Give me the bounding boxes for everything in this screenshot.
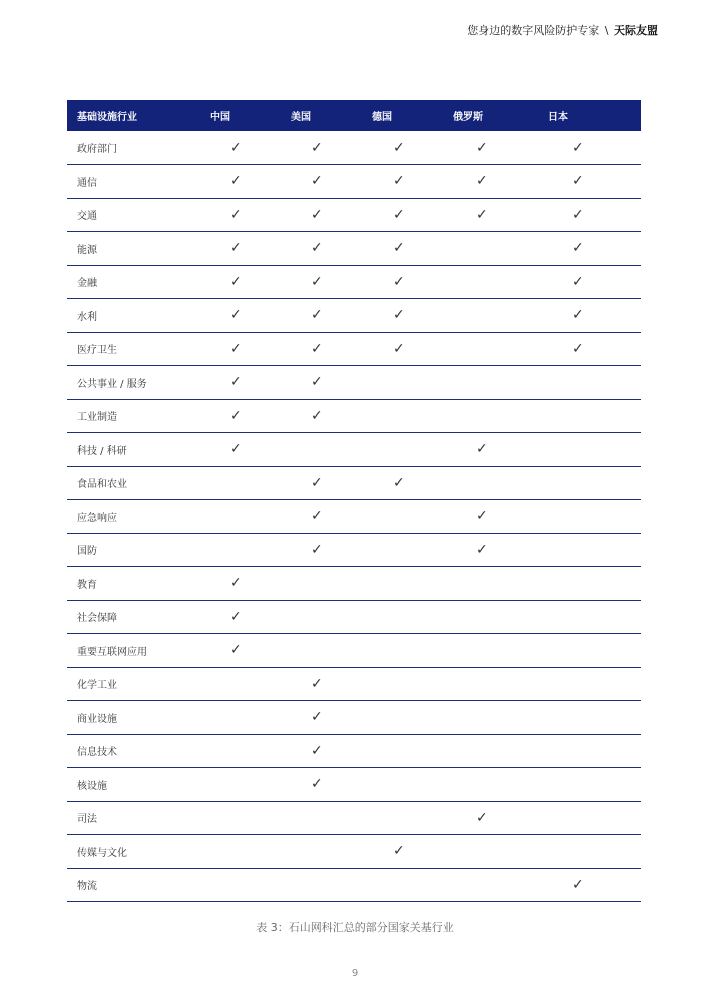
table-row <box>67 634 641 668</box>
checkmark-icon: ✓ <box>311 340 323 357</box>
checkmark-icon: ✓ <box>311 240 323 257</box>
table-row <box>67 734 641 768</box>
checkmark-icon: ✓ <box>230 307 242 324</box>
industry-cell: 物流 <box>67 868 210 902</box>
mark-cell <box>291 466 372 500</box>
mark-cell <box>210 768 291 802</box>
checkmark-icon: ✓ <box>230 642 242 659</box>
mark-cell <box>210 868 291 902</box>
checkmark-icon: ✓ <box>572 173 584 190</box>
mark-cell <box>372 701 453 735</box>
mark-cell <box>372 634 453 668</box>
industry-cell: 教育 <box>67 567 210 601</box>
table-row <box>67 433 641 467</box>
mark-cell <box>210 634 291 668</box>
mark-cell <box>291 600 372 634</box>
mark-cell <box>372 265 453 299</box>
mark-cell <box>453 567 548 601</box>
column-header-country: 德国 <box>372 100 453 131</box>
table-row <box>67 131 641 165</box>
mark-cell <box>548 265 641 299</box>
mark-cell <box>453 634 548 668</box>
checkmark-icon: ✓ <box>230 139 242 156</box>
mark-cell <box>453 399 548 433</box>
mark-cell <box>453 835 548 869</box>
mark-cell <box>548 567 641 601</box>
checkmark-icon: ✓ <box>393 240 405 257</box>
checkmark-icon: ✓ <box>393 474 405 491</box>
mark-cell <box>291 198 372 232</box>
mark-cell <box>372 198 453 232</box>
mark-cell <box>453 801 548 835</box>
mark-cell <box>548 366 641 400</box>
mark-cell <box>372 835 453 869</box>
mark-cell <box>548 600 641 634</box>
industry-cell: 科技 / 科研 <box>67 433 210 467</box>
table-row <box>67 466 641 500</box>
checkmark-icon: ✓ <box>230 206 242 223</box>
mark-cell <box>291 399 372 433</box>
mark-cell <box>291 332 372 366</box>
mark-cell <box>291 131 372 165</box>
mark-cell <box>372 165 453 199</box>
mark-cell <box>548 533 641 567</box>
mark-cell <box>372 567 453 601</box>
mark-cell <box>453 768 548 802</box>
industry-cell: 核设施 <box>67 768 210 802</box>
table-row <box>67 801 641 835</box>
industry-cell: 传媒与文化 <box>67 835 210 869</box>
mark-cell <box>453 131 548 165</box>
checkmark-icon: ✓ <box>311 474 323 491</box>
checkmark-icon: ✓ <box>311 407 323 424</box>
mark-cell <box>453 433 548 467</box>
mark-cell <box>372 366 453 400</box>
checkmark-icon: ✓ <box>476 206 488 223</box>
table-row <box>67 366 641 400</box>
mark-cell <box>548 667 641 701</box>
checkmark-icon: ✓ <box>572 206 584 223</box>
mark-cell <box>372 299 453 333</box>
industry-cell: 食品和农业 <box>67 466 210 500</box>
mark-cell <box>372 466 453 500</box>
industry-cell: 信息技术 <box>67 734 210 768</box>
column-header-country: 中国 <box>210 100 291 131</box>
table-row <box>67 835 641 869</box>
checkmark-icon: ✓ <box>476 139 488 156</box>
checkmark-icon: ✓ <box>311 776 323 793</box>
mark-cell <box>453 466 548 500</box>
table-row <box>67 299 641 333</box>
mark-cell <box>291 701 372 735</box>
mark-cell <box>210 500 291 534</box>
checkmark-icon: ✓ <box>393 340 405 357</box>
checkmark-icon: ✓ <box>311 374 323 391</box>
mark-cell <box>210 131 291 165</box>
mark-cell <box>210 399 291 433</box>
checkmark-icon: ✓ <box>311 675 323 692</box>
mark-cell <box>291 868 372 902</box>
mark-cell <box>453 701 548 735</box>
checkmark-icon: ✓ <box>572 876 584 893</box>
mark-cell <box>372 433 453 467</box>
mark-cell <box>548 299 641 333</box>
industry-cell: 重要互联网应用 <box>67 634 210 668</box>
table-row <box>67 667 641 701</box>
checkmark-icon: ✓ <box>311 173 323 190</box>
mark-cell <box>210 533 291 567</box>
table-row <box>67 600 641 634</box>
mark-cell <box>453 366 548 400</box>
mark-cell <box>548 165 641 199</box>
checkmark-icon: ✓ <box>476 541 488 558</box>
mark-cell <box>372 533 453 567</box>
checkmark-icon: ✓ <box>311 709 323 726</box>
mark-cell <box>372 868 453 902</box>
mark-cell <box>453 165 548 199</box>
industry-cell: 水利 <box>67 299 210 333</box>
table-row <box>67 399 641 433</box>
industry-cell: 医疗卫生 <box>67 332 210 366</box>
checkmark-icon: ✓ <box>476 809 488 826</box>
mark-cell <box>548 332 641 366</box>
mark-cell <box>372 131 453 165</box>
checkmark-icon: ✓ <box>311 541 323 558</box>
checkmark-icon: ✓ <box>393 307 405 324</box>
mark-cell <box>372 768 453 802</box>
mark-cell <box>210 466 291 500</box>
mark-cell <box>548 835 641 869</box>
mark-cell <box>453 868 548 902</box>
mark-cell <box>291 768 372 802</box>
mark-cell <box>291 299 372 333</box>
column-header-country: 俄罗斯 <box>453 100 548 131</box>
mark-cell <box>372 399 453 433</box>
mark-cell <box>453 667 548 701</box>
mark-cell <box>548 198 641 232</box>
mark-cell <box>291 634 372 668</box>
industry-cell: 社会保障 <box>67 600 210 634</box>
checkmark-icon: ✓ <box>230 441 242 458</box>
mark-cell <box>548 131 641 165</box>
mark-cell <box>210 265 291 299</box>
checkmark-icon: ✓ <box>572 273 584 290</box>
page-header <box>467 22 658 38</box>
table-caption: 表 3：石山网科汇总的部分国家关基行业 <box>256 921 454 934</box>
mark-cell <box>548 500 641 534</box>
mark-cell <box>548 801 641 835</box>
table-row <box>67 533 641 567</box>
checkmark-icon: ✓ <box>230 173 242 190</box>
mark-cell <box>291 265 372 299</box>
mark-cell <box>372 332 453 366</box>
mark-cell <box>548 399 641 433</box>
table-row <box>67 165 641 199</box>
mark-cell <box>548 634 641 668</box>
column-header-industry: 基础设施行业 <box>67 100 210 131</box>
mark-cell <box>453 198 548 232</box>
mark-cell <box>291 165 372 199</box>
table-header <box>67 100 641 131</box>
mark-cell <box>453 600 548 634</box>
mark-cell <box>372 232 453 266</box>
table-body <box>67 131 641 902</box>
table-row <box>67 232 641 266</box>
table-row <box>67 567 641 601</box>
mark-cell <box>372 734 453 768</box>
mark-cell <box>210 801 291 835</box>
mark-cell <box>548 466 641 500</box>
table-header-row <box>67 100 641 131</box>
mark-cell <box>291 433 372 467</box>
checkmark-icon: ✓ <box>393 273 405 290</box>
table-row <box>67 701 641 735</box>
checkmark-icon: ✓ <box>311 139 323 156</box>
mark-cell <box>291 366 372 400</box>
mark-cell <box>453 232 548 266</box>
checkmark-icon: ✓ <box>393 843 405 860</box>
checkmark-icon: ✓ <box>476 508 488 525</box>
column-header-country: 美国 <box>291 100 372 131</box>
checkmark-icon: ✓ <box>311 206 323 223</box>
mark-cell <box>210 433 291 467</box>
mark-cell <box>372 600 453 634</box>
mark-cell <box>210 299 291 333</box>
checkmark-icon: ✓ <box>311 742 323 759</box>
industry-cell: 司法 <box>67 801 210 835</box>
checkmark-icon: ✓ <box>393 173 405 190</box>
industry-cell: 国防 <box>67 533 210 567</box>
industry-cell: 商业设施 <box>67 701 210 735</box>
mark-cell <box>453 734 548 768</box>
mark-cell <box>548 232 641 266</box>
mark-cell <box>453 533 548 567</box>
checkmark-icon: ✓ <box>572 340 584 357</box>
industry-cell: 交通 <box>67 198 210 232</box>
mark-cell <box>291 232 372 266</box>
industry-cell: 金融 <box>67 265 210 299</box>
industry-cell: 公共事业 / 服务 <box>67 366 210 400</box>
checkmark-icon: ✓ <box>230 374 242 391</box>
mark-cell <box>210 600 291 634</box>
checkmark-icon: ✓ <box>230 340 242 357</box>
mark-cell <box>548 768 641 802</box>
mark-cell <box>291 567 372 601</box>
industry-cell: 通信 <box>67 165 210 199</box>
table-row <box>67 198 641 232</box>
mark-cell <box>291 835 372 869</box>
mark-cell <box>548 868 641 902</box>
mark-cell <box>372 667 453 701</box>
mark-cell <box>210 734 291 768</box>
mark-cell <box>210 198 291 232</box>
table-row <box>67 265 641 299</box>
mark-cell <box>291 734 372 768</box>
mark-cell <box>372 801 453 835</box>
mark-cell <box>372 500 453 534</box>
mark-cell <box>210 165 291 199</box>
mark-cell <box>210 667 291 701</box>
table-row <box>67 768 641 802</box>
industry-cell: 能源 <box>67 232 210 266</box>
mark-cell <box>548 734 641 768</box>
table-row <box>67 332 641 366</box>
industry-table <box>67 100 641 902</box>
mark-cell <box>548 701 641 735</box>
header-tagline: 您身边的数字风险防护专家 <box>467 24 600 37</box>
checkmark-icon: ✓ <box>311 307 323 324</box>
checkmark-icon: ✓ <box>230 240 242 257</box>
mark-cell <box>453 265 548 299</box>
mark-cell <box>291 500 372 534</box>
checkmark-icon: ✓ <box>230 407 242 424</box>
checkmark-icon: ✓ <box>572 139 584 156</box>
page-number: 9 <box>351 968 359 979</box>
mark-cell <box>210 701 291 735</box>
header-separator: \ <box>604 24 609 37</box>
checkmark-icon: ✓ <box>572 240 584 257</box>
mark-cell <box>453 332 548 366</box>
mark-cell <box>291 667 372 701</box>
industry-cell: 应急响应 <box>67 500 210 534</box>
table-row <box>67 500 641 534</box>
column-header-country: 日本 <box>548 100 641 131</box>
mark-cell <box>210 835 291 869</box>
mark-cell <box>291 533 372 567</box>
mark-cell <box>210 332 291 366</box>
table-row <box>67 868 641 902</box>
mark-cell <box>548 433 641 467</box>
industry-cell: 工业制造 <box>67 399 210 433</box>
checkmark-icon: ✓ <box>572 307 584 324</box>
mark-cell <box>453 500 548 534</box>
industry-cell: 政府部门 <box>67 131 210 165</box>
checkmark-icon: ✓ <box>311 508 323 525</box>
checkmark-icon: ✓ <box>393 139 405 156</box>
mark-cell <box>453 299 548 333</box>
header-brand: 天际友盟 <box>614 24 658 37</box>
checkmark-icon: ✓ <box>230 608 242 625</box>
industry-cell: 化学工业 <box>67 667 210 701</box>
checkmark-icon: ✓ <box>311 273 323 290</box>
mark-cell <box>210 232 291 266</box>
checkmark-icon: ✓ <box>230 575 242 592</box>
mark-cell <box>210 366 291 400</box>
mark-cell <box>291 801 372 835</box>
checkmark-icon: ✓ <box>393 206 405 223</box>
checkmark-icon: ✓ <box>476 441 488 458</box>
checkmark-icon: ✓ <box>230 273 242 290</box>
checkmark-icon: ✓ <box>476 173 488 190</box>
mark-cell <box>210 567 291 601</box>
